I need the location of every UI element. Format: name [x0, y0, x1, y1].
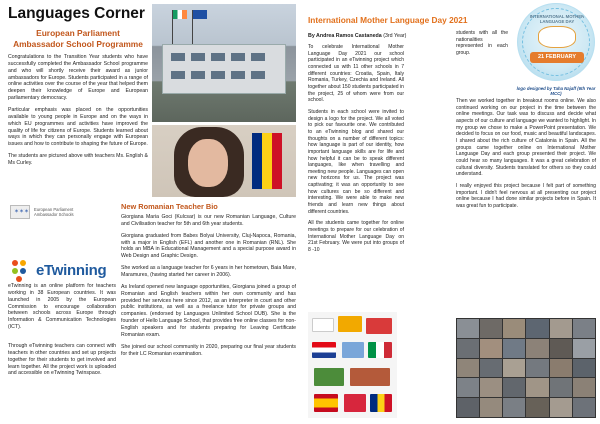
ep-ambassador-logo — [10, 205, 80, 237]
author-line: By Andrea Ramos Castaneda (3rd Year) — [308, 33, 407, 39]
teacher-portrait-photo — [152, 125, 296, 197]
bio-paragraph: As Ireland opened new language opportunities, Giorgiana joined a group of Romanian and English teachers within her own community and has provided her services here since 2012, as an interpreter in court and other public institutions, as well as a freelance tutor for private groups and companies. (endorsed by Languages Unlimited School DUB). She is the founder of Hello Language School, that provides free online classes for non-English speakers and for students preparing for Leaving Certificate Romanian exam. — [121, 283, 296, 338]
ep-article — [8, 54, 148, 172]
article-title: International Mother Language Day 2021 — [308, 15, 468, 25]
imld-logo-badge — [517, 3, 595, 81]
bio-heading: New Romanian Teacher Bio — [121, 202, 218, 211]
bio-paragraph: Giorgiana Maria Goci (Kulcsar) is our new Romanian Language, Culture and Civilisation teacher for 5th and 6th year students. — [121, 214, 296, 227]
etwinning-logo: eTwinning — [12, 258, 102, 286]
online-meeting-screenshot — [456, 318, 596, 418]
badge-date: 21 FEBRUARY — [530, 52, 584, 63]
etwinning-dots-icon — [12, 260, 32, 282]
article-column-2-top — [456, 30, 508, 62]
ep-heading: European Parliament Ambassador School Programme — [13, 28, 143, 49]
eu-stars-icon: ✶✶✶ — [14, 209, 30, 215]
bio-paragraph: She joined our school community in 2020, preparing our final year students for their LC Romanian examination. — [121, 343, 296, 357]
school-building-photo — [152, 4, 296, 122]
article-column-2 — [456, 98, 596, 215]
bio-paragraph: She worked as a language teacher for 6 years in her hometown, Baia Mare, Maramures, (having started her career in 2006). — [121, 265, 296, 279]
ep-paragraph: Congratulations to the Transition Year students who have successfully completed the Ambassador School programme and who will shortly receive their award as junior ambassadors for Europe. Students participated in a range of online activities over the course of the year that helped them deepen their knowledge of Europe and European parliamentary democracy. — [8, 54, 148, 102]
ep-paragraph: The students are pictured above with teachers Ms. English & Ms Curley. — [8, 153, 148, 167]
flags-collage-image — [308, 312, 397, 418]
page-title: Languages Corner — [8, 5, 145, 22]
etwinning-paragraph: eTwinning is an online platform for teachers working in 38 European countries. It was launched in 2005 by the European Commission to encourage collaboration between schools across Europe through Information & Communication Technologies (ICT). — [8, 283, 116, 331]
ep-paragraph: Particular emphasis was placed on the opportunities available to young people in Europe and on the ways in which EU programmes and activities have improved the quality of life for citizens of Europe. Students learned about ways in which they can personally engage with European issues and how to contribute to shaping the future of Europe. — [8, 107, 148, 148]
article-paragraph: Then we worked together in breakout rooms online. We also continued working on our project in the time between the online meetings. Our task was to discuss and decide what aspects of our culture and language we wanted to highlight. In my group we chose to make a PowerPoint presentation. We decided to focus on our food, music and beautiful landscapes. I shared about the rich culture of Catalonia in Spain. All the groups came together online on International Mother Language Day and each group presented their project. We could hear so many languages. It was a great celebration of cultural diversity. Students translated for others so they could understand. — [456, 98, 596, 178]
globe-icon — [538, 26, 576, 48]
etwinning-paragraph: Through eTwinning teachers can connect with teachers in other countries and set up projects together for their students to get involved and learn together. All the project work is uploaded and accessible on eTwinning Twinspace. — [8, 343, 116, 377]
article-paragraph: I really enjoyed this project because I felt part of something important. I didn't feel nervous at all presenting our project online because I had done similar projects before in Spain. It was great fun to participate. — [456, 182, 596, 209]
article-column-1 — [308, 44, 404, 259]
article-paragraph: To celebrate International Mother Language Day 2021 our school participated in an eTwinning project which connected us with 11 other schools in 7 different countries: Croatia, Spain, Italy Romania, Turkey, Czechia and Ireland. All together about 150 students participated in the project, 25 of whom were from our school. — [308, 44, 404, 104]
article-paragraph: All the students came together for online meetings to prepare for our celebration of International Mother Language Day on 21st February. We were put into groups of 8 -10 — [308, 220, 404, 254]
bio-paragraph: Giorgiana graduated from Babes Bolyai University, Cluj-Napoca, Romania, with a major in English (EFL) and another one in Romanian (RNL). She holds an MBA in Educational Management and a special purpose award in Web Design and Graphic Design. — [121, 232, 296, 260]
article-paragraph: Students in each school were invited to design a logo for the project. We all voted to pick our favourite one. We contributed to an eTwinning blog and shared our thoughts on a number of different topics: how language is part of our identity, how important language skills are for life and how helpful it can be to speak different languages, like when travelling and meeting new people. Languages can open new horizons for us. The project was captivating; it was an opportunity to see how cultures can be so different and interesting. We were able to make new friends and learn new things about different countries. — [308, 108, 404, 215]
right-page — [300, 0, 600, 424]
etwinning-article — [8, 283, 116, 382]
ep-logo-label: European Parliament Ambassador Schools — [34, 207, 74, 218]
article-paragraph: students with all the nationalities represented in each group. — [456, 30, 508, 56]
badge-text: INTERNATIONAL MOTHER LANGUAGE DAY — [529, 14, 585, 24]
bio-article — [121, 214, 296, 362]
logo-caption: logo designed by Taha Najaff (6th Year MCC) — [516, 86, 596, 96]
